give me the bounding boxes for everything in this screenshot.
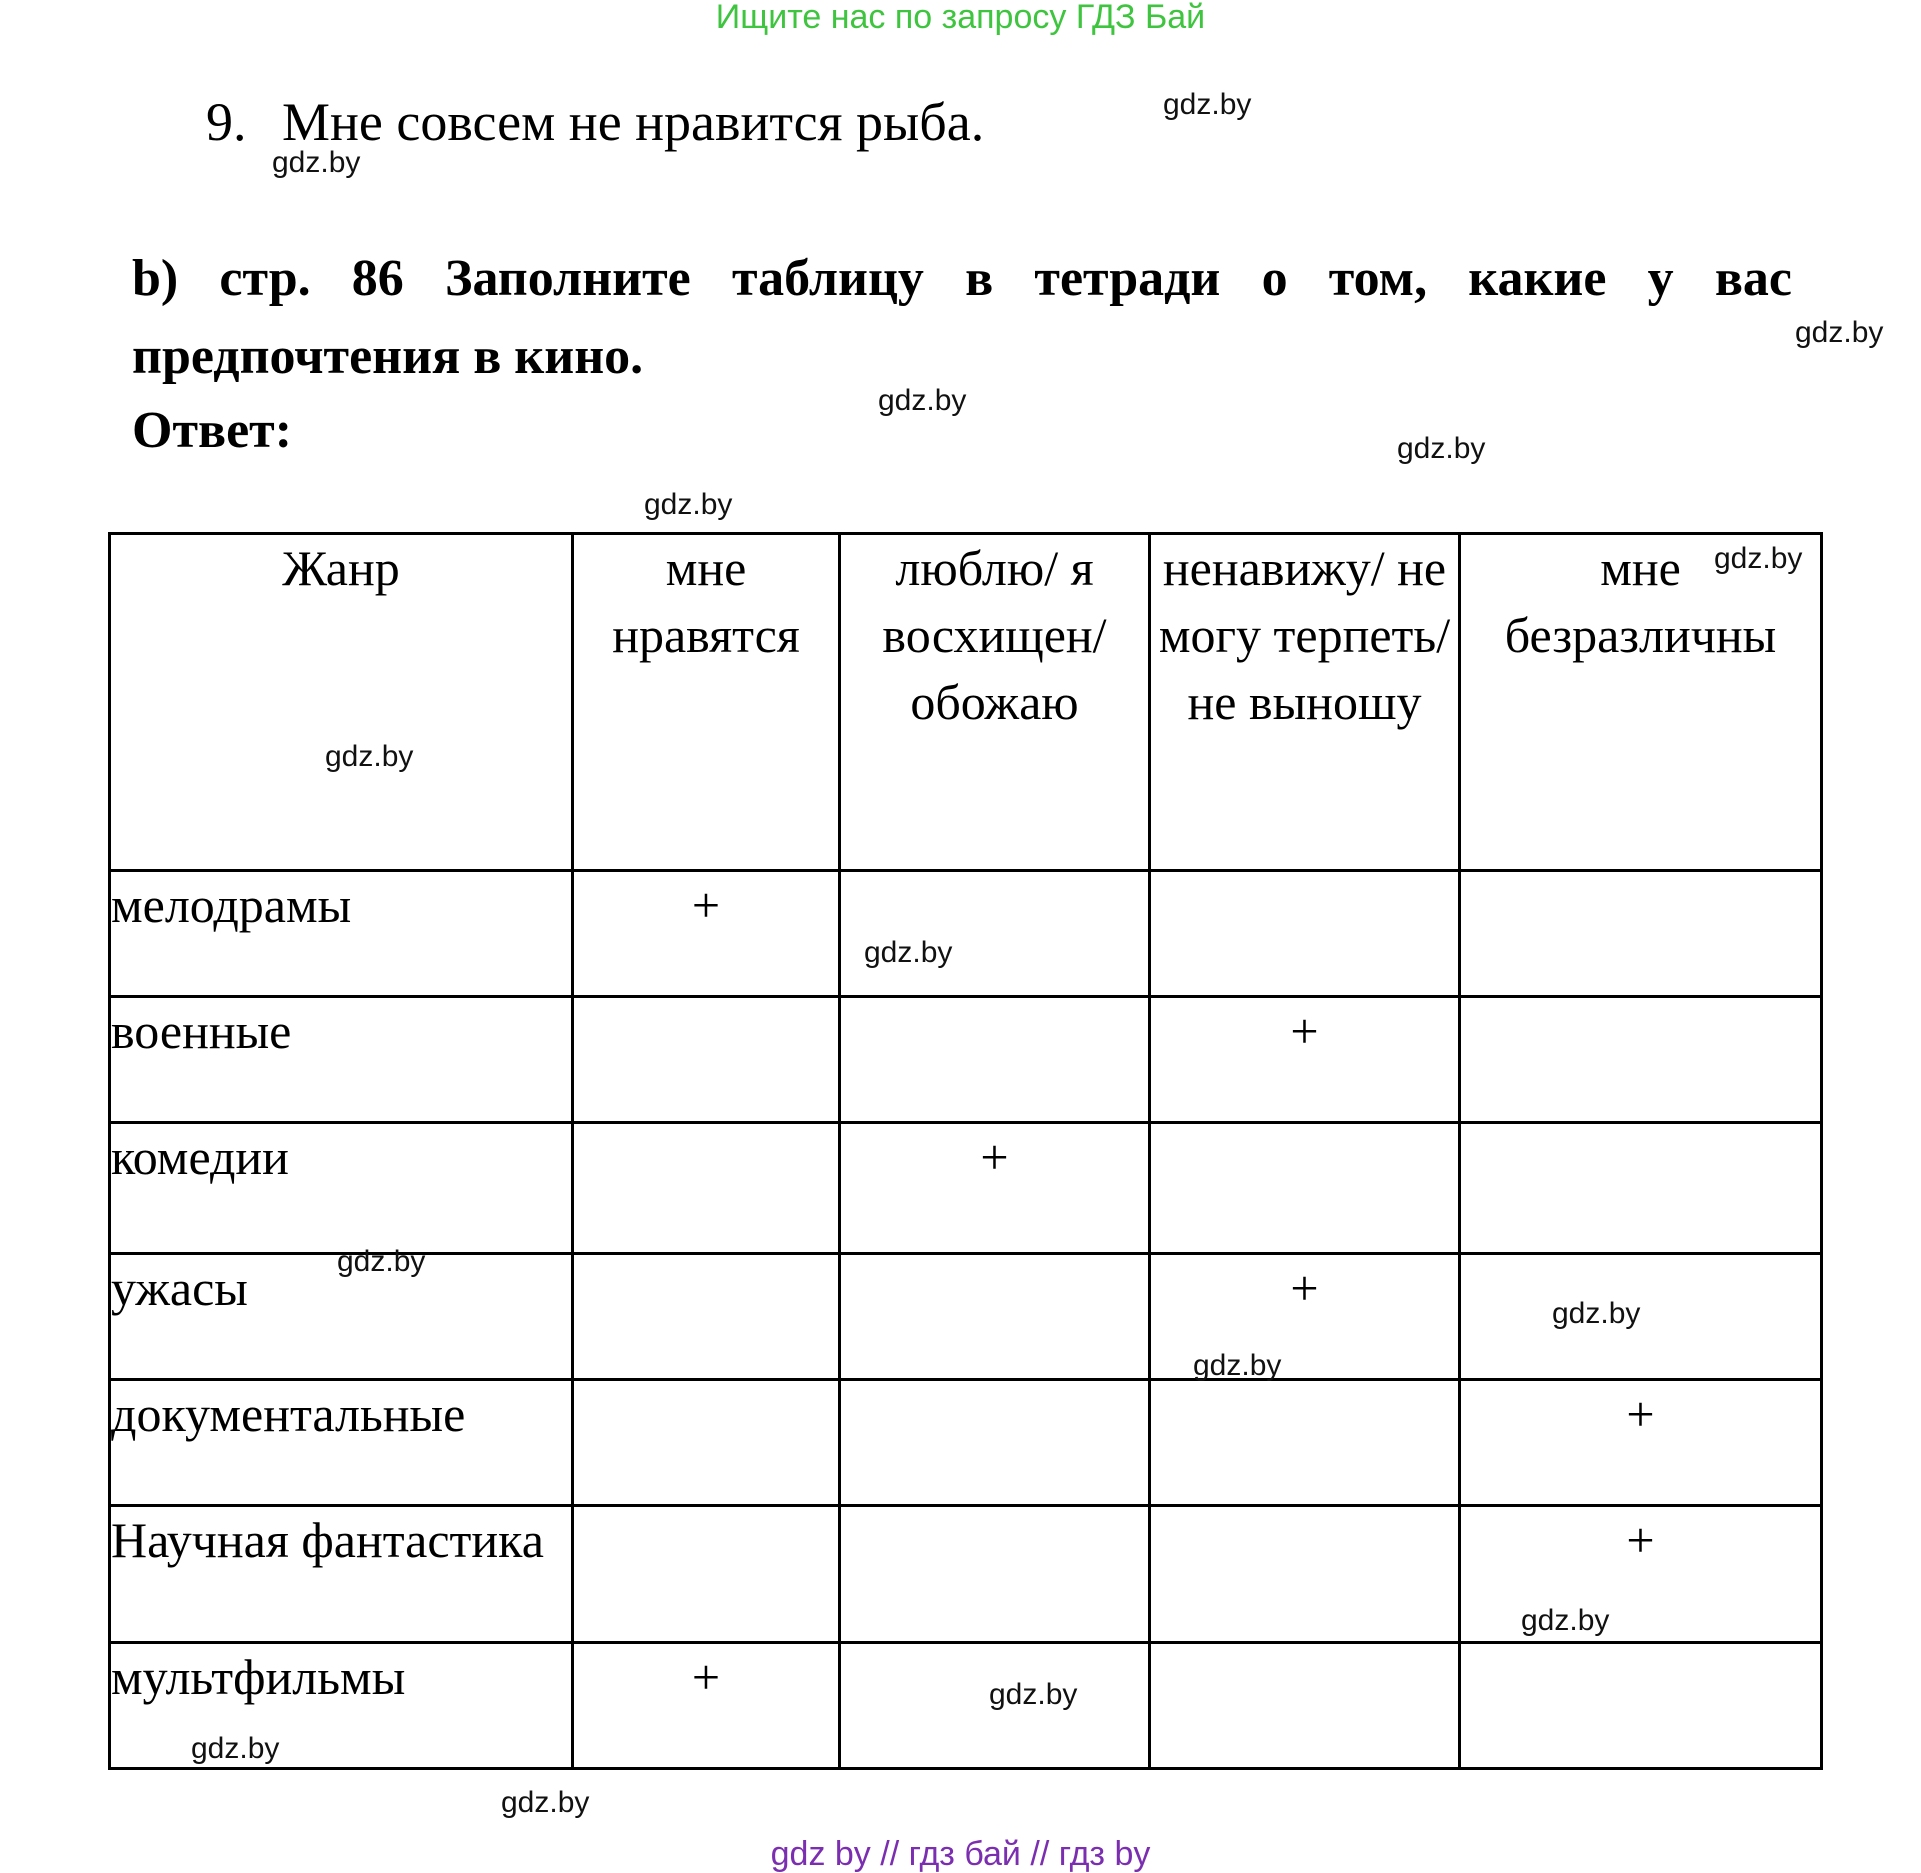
top-banner: Ищите нас по запросу ГДЗ Бай	[715, 0, 1206, 36]
mark-cell	[1150, 1380, 1460, 1506]
mark-cell: +	[573, 1643, 840, 1769]
footer-links: gdz by // гдз бай // гдз by	[770, 1835, 1151, 1873]
watermark: gdz.by	[864, 936, 953, 969]
mark-cell	[573, 1123, 840, 1254]
exercise-item-9	[206, 92, 984, 152]
genre-cell: документальные	[110, 1380, 573, 1506]
task-heading: b) стр. 86 Заполните таблицу в тетради о том, какие у вас предпочтения в кино.	[132, 250, 1792, 385]
watermark: gdz.by	[337, 1245, 426, 1278]
table-row	[110, 997, 1822, 1123]
mark-cell	[1460, 871, 1822, 997]
header-like: мне нравятся	[573, 534, 840, 871]
genre-cell: мелодрамы	[110, 871, 573, 997]
watermark: gdz.by	[272, 146, 361, 179]
watermark: gdz.by	[1193, 1349, 1282, 1382]
watermark: gdz.by	[644, 488, 733, 521]
watermark: gdz.by	[1552, 1297, 1641, 1330]
watermark: gdz.by	[1163, 88, 1252, 121]
mark-cell: +	[1150, 997, 1460, 1123]
watermark: gdz.by	[191, 1732, 280, 1765]
watermark: gdz.by	[1397, 432, 1486, 465]
mark-cell: +	[840, 1123, 1150, 1254]
mark-cell	[1150, 871, 1460, 997]
mark-cell	[1150, 1506, 1460, 1643]
answer-label: Ответ:	[132, 402, 293, 459]
header-hate: ненавижу/ не могу терпеть/ не выношу	[1150, 534, 1460, 871]
table-row	[110, 1123, 1822, 1254]
mark-cell	[573, 997, 840, 1123]
item-text: Мне совсем не нравится рыба.	[282, 92, 985, 152]
header-indifferent: мне безразличны	[1460, 534, 1822, 871]
watermark: gdz.by	[1521, 1604, 1610, 1637]
mark-cell	[840, 1254, 1150, 1380]
watermark: gdz.by	[989, 1678, 1078, 1711]
mark-cell: +	[1460, 1506, 1822, 1643]
mark-cell	[573, 1506, 840, 1643]
mark-cell: +	[1460, 1380, 1822, 1506]
table-header-row	[110, 534, 1822, 871]
watermark: gdz.by	[1714, 542, 1803, 575]
mark-cell	[1460, 1254, 1822, 1380]
genre-cell: ужасы	[110, 1254, 573, 1380]
genre-cell: мультфильмы	[110, 1643, 573, 1769]
table-row	[110, 1643, 1822, 1769]
genre-cell: Научная фантастика	[110, 1506, 573, 1643]
mark-cell: +	[1150, 1254, 1460, 1380]
watermark: gdz.by	[878, 384, 967, 417]
mark-cell: +	[573, 871, 840, 997]
mark-cell	[840, 1380, 1150, 1506]
table-row	[110, 871, 1822, 997]
mark-cell	[840, 871, 1150, 997]
genre-cell: комедии	[110, 1123, 573, 1254]
genre-cell: военные	[110, 997, 573, 1123]
preferences-table	[108, 532, 1823, 1770]
mark-cell	[1460, 997, 1822, 1123]
mark-cell	[573, 1380, 840, 1506]
mark-cell	[1460, 1123, 1822, 1254]
mark-cell	[1150, 1643, 1460, 1769]
header-love: люблю/ я восхищен/ обожаю	[840, 534, 1150, 871]
item-number: 9.	[206, 92, 247, 152]
mark-cell	[1150, 1123, 1460, 1254]
mark-cell	[840, 1506, 1150, 1643]
header-genre: Жанр	[110, 534, 573, 871]
watermark: gdz.by	[501, 1786, 590, 1819]
table-row	[110, 1380, 1822, 1506]
mark-cell	[573, 1254, 840, 1380]
watermark: gdz.by	[325, 740, 414, 773]
watermark: gdz.by	[1795, 316, 1884, 349]
mark-cell	[840, 997, 1150, 1123]
mark-cell	[1460, 1643, 1822, 1769]
